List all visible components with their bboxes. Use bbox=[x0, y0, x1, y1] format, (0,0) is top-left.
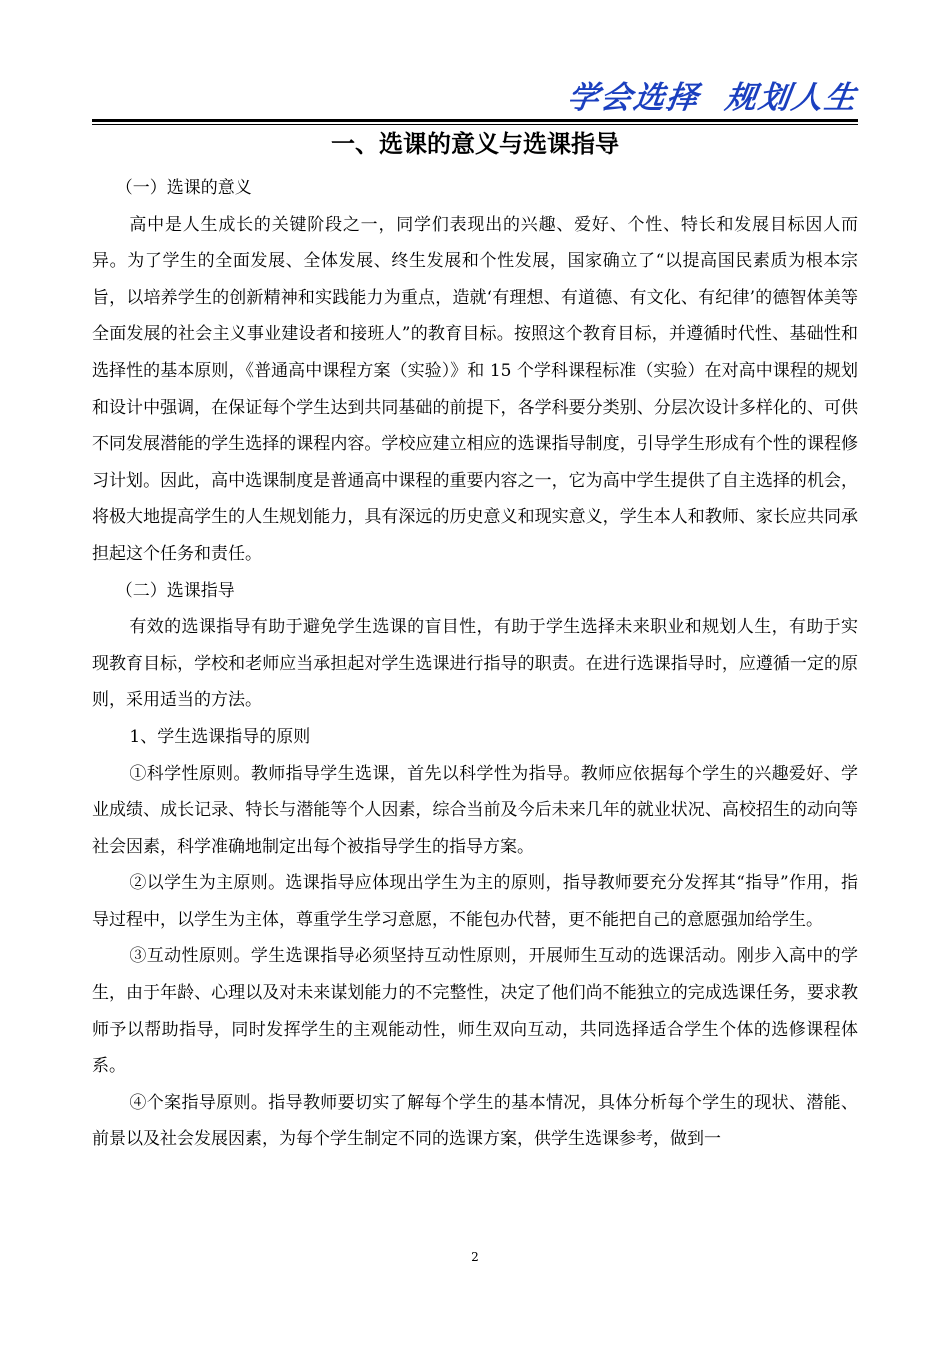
slogan-right: 规划人生 bbox=[722, 80, 861, 116]
paragraph-principle-3: ③互动性原则。学生选课指导必须坚持互动性原则，开展师生互动的选课活动。刚步入高中的学生，由于年龄、心理以及对未来谋划能力的不完整性，决定了他们尚不能独立的完成选课任务，要求教师予以帮助指导，同时发挥学生的主观能动性，师生双向互动，共同选择适合学生个体的选修课程体系。 bbox=[92, 946, 858, 1077]
page-title: 一、选课的意义与选课指导 bbox=[331, 130, 619, 158]
section-heading-guidance: （二）选课指导 bbox=[115, 580, 235, 601]
paragraph-meaning: 高中是人生成长的关键阶段之一，同学们表现出的兴趣、爱好、个性、特长和发展目标因人而异。为了学生的全面发展、全体发展、终生发展和个性发展，国家确立了“以提高国民素质为根本宗旨，以培养学生的创新精神和实践能力为重点，造就‘有理想、有道德、有文化、有纪律’的德智体美等全面发展的社会主义事业建设者和接班人”的教育目标。按照这个教育目标，并遵循时代性、基础性和选择性的基本原则，《普通高中课程方案（实验）》和 15 个学科课程标准（实验）在对高中课程的规划和设计中强调，在保证每个学生达到共同基础的前提下，各学科要分类别、分层次设计多样化的、可供不同发展潜能的学生选择的课程内容。学校应建立相应的选课指导制度，引导学生形成有个性的课程修习计划。因此，高中选课制度是普通高中课程的重要内容之一，它为高中学生提供了自主选择的机会，将极大地提高学生的人生规划能力，具有深远的历史意义和现实意义，学生本人和教师、家长应共同承担起这个任务和责任。 bbox=[92, 214, 858, 564]
page-number: 2 bbox=[471, 1250, 479, 1264]
paragraph-principle-4: ④个案指导原则。指导教师要切实了解每个学生的基本情况，具体分析每个学生的现状、潜能、前景以及社会发展因素，为每个学生制定不同的选课方案，供学生选课参考，做到一 bbox=[92, 1092, 858, 1150]
slogan-left: 学会选择 bbox=[564, 80, 703, 116]
header-slogan bbox=[565, 72, 861, 117]
paragraph-principle-2: ②以学生为主原则。选课指导应体现出学生为主的原则，指导教师要充分发挥其“指导”作用，指导过程中，以学生为主体，尊重学生学习意愿，不能包办代替，更不能把自己的意愿强加给学生。 bbox=[92, 873, 858, 930]
header-rule-thin bbox=[92, 124, 858, 125]
subheading-principles: 1、学生选课指导的原则 bbox=[129, 726, 311, 747]
header-rule bbox=[92, 119, 858, 122]
section-heading-meaning: （一）选课的意义 bbox=[115, 178, 252, 198]
paragraph-principle-1: ①科学性原则。教师指导学生选课，首先以科学性为指导。教师应依据每个学生的兴趣爱好、学业成绩、成长记录、特长与潜能等个人因素，综合当前及今后未来几年的就业状况、高校招生的动向等社会因素，科学准确地制定出每个被指导学生的指导方案。 bbox=[92, 763, 858, 857]
paragraph-guidance: 有效的选课指导有助于避免学生选课的盲目性，有助于学生选择未来职业和规划人生，有助于实现教育目标，学校和老师应当承担起对学生选课进行指导的职责。在进行选课指导时，应遵循一定的原则，采用适当的方法。 bbox=[92, 617, 858, 711]
document-body bbox=[92, 170, 858, 1158]
